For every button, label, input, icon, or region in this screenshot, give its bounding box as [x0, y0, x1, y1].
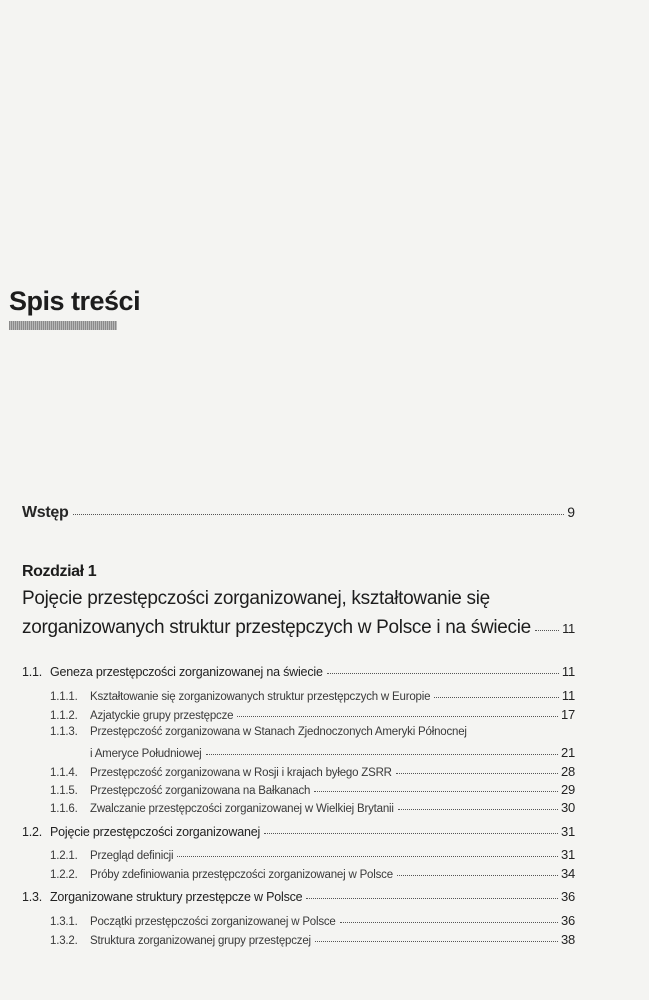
leader-dots	[237, 716, 558, 717]
toc-entry-subsection-line-2[interactable]	[90, 745, 575, 760]
subsection-page-number: 38	[560, 932, 575, 947]
section-label: Zorganizowane struktury przestępcze w Polsce	[50, 890, 303, 904]
toc-entry-intro[interactable]	[22, 504, 575, 522]
subsection-number: 1.3.1.	[50, 916, 78, 928]
subsection-number: 1.3.2.	[50, 935, 78, 947]
toc-entry-subsection[interactable]	[50, 866, 575, 881]
subsection-page-number: 11	[561, 688, 575, 703]
subsection-number: 1.1.3.	[50, 726, 78, 738]
section-label: Pojęcie przestępczości zorganizowanej	[50, 825, 261, 839]
subsection-page-number: 34	[560, 866, 575, 881]
subsection-label: Zwalczanie przestępczości zorganizowanej w Wielkiej Brytanii	[90, 803, 394, 815]
subsection-page-number: 31	[560, 847, 575, 862]
subsection-number: 1.1.2.	[50, 710, 78, 722]
subsection-number: 1.1.1.	[50, 691, 78, 703]
intro-label: Wstęp	[22, 504, 69, 521]
leader-dots	[177, 856, 558, 857]
toc-entry-section[interactable]	[22, 889, 575, 904]
toc-title: Spis treści	[9, 286, 141, 316]
chapter-page-number: 11	[562, 621, 575, 636]
leader-dots	[306, 898, 558, 899]
subsection-number: 1.1.6.	[50, 803, 78, 815]
subsection-page-number: 21	[560, 745, 575, 760]
subsection-label: Kształtowanie się zorganizowanych struktur przestępczych w Europie	[90, 691, 431, 703]
section-number: 1.3.	[22, 890, 43, 904]
chapter-title-line-2: zorganizowanych struktur przestępczych w Polsce i na świecie	[22, 617, 531, 638]
subsection-page-number: 17	[560, 707, 575, 722]
subsection-label: Przestępczość zorganizowana w Stanach Zjednoczonych Ameryki Północnej	[90, 726, 467, 738]
toc-entry-subsection[interactable]	[50, 800, 575, 815]
toc-entry-subsection[interactable]	[50, 913, 575, 928]
section-number: 1.2.	[22, 825, 43, 839]
subsection-page-number: 36	[560, 913, 575, 928]
leader-dots	[434, 697, 559, 698]
leader-dots	[535, 630, 559, 631]
section-label: Geneza przestępczości zorganizowanej na świecie	[50, 665, 323, 679]
title-underline-bar	[9, 321, 117, 330]
section-page-number: 36	[560, 889, 575, 904]
subsection-label-continuation: i Ameryce Południowej	[90, 748, 202, 760]
toc-entry-subsection[interactable]	[50, 782, 575, 797]
toc-entry-subsection[interactable]	[50, 932, 575, 947]
intro-page-number: 9	[567, 504, 575, 520]
subsection-number: 1.1.4.	[50, 767, 78, 779]
leader-dots	[396, 773, 558, 774]
leader-dots	[206, 754, 558, 755]
toc-entry-subsection-line-1[interactable]	[50, 726, 467, 738]
subsection-number: 1.1.5.	[50, 785, 78, 797]
section-page-number: 11	[561, 664, 575, 679]
subsection-label: Azjatyckie grupy przestępcze	[90, 710, 234, 722]
toc-entry-subsection[interactable]	[50, 764, 575, 779]
subsection-number: 1.2.2.	[50, 869, 78, 881]
chapter-title-line-1[interactable]: Pojęcie przestępczości zorganizowanej, kształtowanie się	[22, 588, 490, 609]
subsection-label: Przegląd definicji	[90, 850, 174, 862]
leader-dots	[73, 514, 565, 515]
leader-dots	[264, 833, 558, 834]
subsection-label: Struktura zorganizowanej grupy przestępczej	[90, 935, 311, 947]
chapter-label: Rozdział 1	[22, 563, 97, 580]
toc-entry-subsection[interactable]	[50, 707, 575, 722]
toc-entry-subsection[interactable]	[50, 847, 575, 862]
leader-dots	[397, 875, 558, 876]
subsection-label: Przestępczość zorganizowana na Bałkanach	[90, 785, 311, 797]
subsection-label: Próby zdefiniowania przestępczości zorganizowanej w Polsce	[90, 869, 393, 881]
section-page-number: 31	[560, 824, 575, 839]
leader-dots	[398, 809, 558, 810]
subsection-label: Przestępczość zorganizowana w Rosji i krajach byłego ZSRR	[90, 767, 392, 779]
leader-dots	[314, 791, 558, 792]
subsection-page-number: 30	[560, 800, 575, 815]
toc-entry-section[interactable]	[22, 824, 575, 839]
leader-dots	[340, 922, 558, 923]
subsection-page-number: 29	[560, 782, 575, 797]
subsection-number: 1.2.1.	[50, 850, 78, 862]
subsection-page-number: 28	[560, 764, 575, 779]
subsection-label: Początki przestępczości zorganizowanej w Polsce	[90, 916, 336, 928]
toc-entry-subsection[interactable]	[50, 688, 575, 703]
leader-dots	[315, 941, 558, 942]
toc-entry-section[interactable]	[22, 664, 575, 679]
leader-dots	[327, 673, 559, 674]
section-number: 1.1.	[22, 665, 43, 679]
toc-entry-chapter-1[interactable]	[22, 617, 575, 639]
